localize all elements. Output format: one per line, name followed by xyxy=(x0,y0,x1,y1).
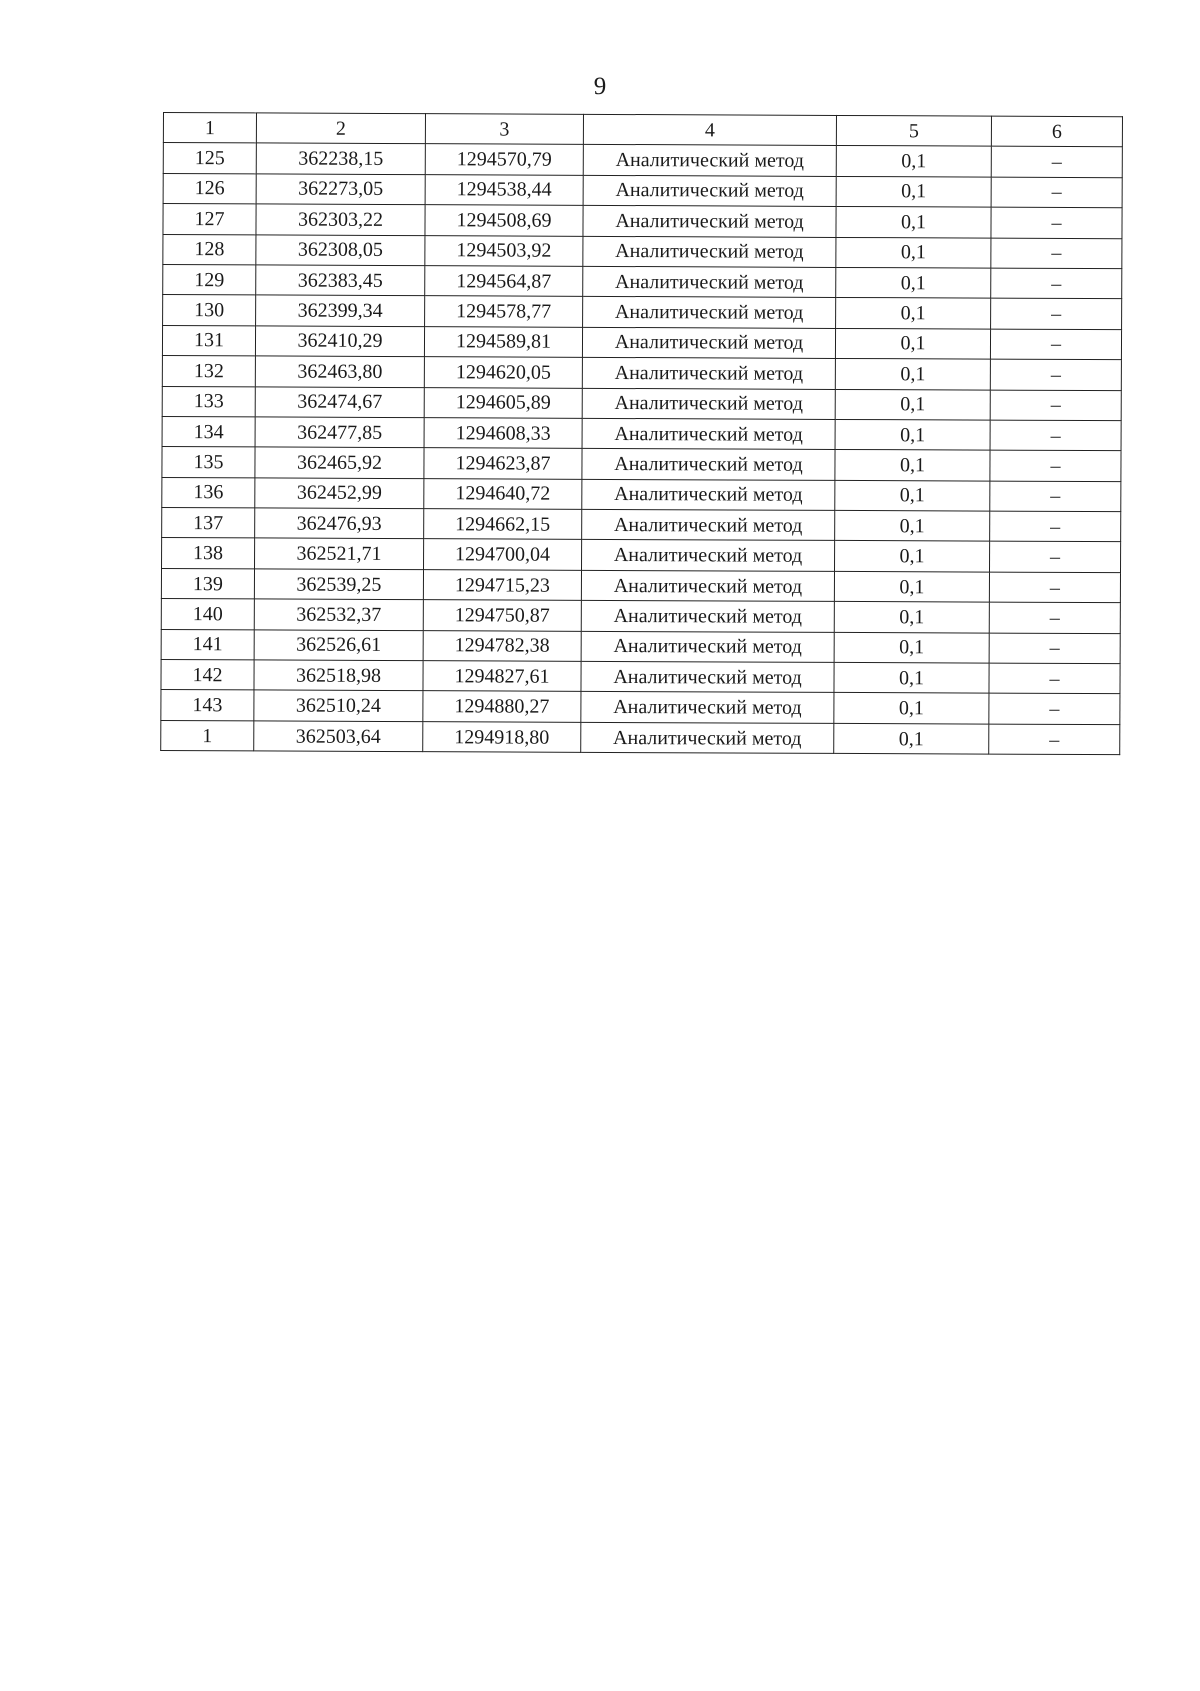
table-row xyxy=(162,416,1121,451)
table-row xyxy=(163,295,1122,330)
table-row xyxy=(162,508,1121,543)
column-header: 5 xyxy=(836,115,991,146)
table-cell: Аналитический метод xyxy=(582,418,835,449)
table-cell: 129 xyxy=(163,264,256,295)
table-cell: 0,1 xyxy=(836,298,991,329)
table-cell: 133 xyxy=(162,386,255,417)
table-row xyxy=(163,234,1122,269)
table-cell: 1294564,87 xyxy=(425,266,583,297)
table-cell: 362477,85 xyxy=(255,417,424,448)
column-header: 1 xyxy=(163,113,256,144)
table-cell: 1294503,92 xyxy=(425,235,583,266)
table-cell: 0,1 xyxy=(834,632,989,663)
table-cell: 1294589,81 xyxy=(424,326,582,357)
table-cell: 362238,15 xyxy=(256,143,425,174)
table-cell: 362273,05 xyxy=(256,174,425,205)
table-cell: 1294880,27 xyxy=(423,691,581,722)
table-cell: Аналитический метод xyxy=(581,601,834,632)
table-cell: 0,1 xyxy=(835,328,990,359)
table-cell: 362410,29 xyxy=(255,326,424,357)
table-cell: – xyxy=(989,663,1120,694)
table-cell: 0,1 xyxy=(835,541,990,572)
table-cell: 0,1 xyxy=(834,662,989,693)
table-cell: 1 xyxy=(161,720,254,751)
table-cell: 362399,34 xyxy=(256,295,425,326)
table-cell: Аналитический метод xyxy=(582,357,835,388)
table-cell: Аналитический метод xyxy=(583,266,836,297)
table-cell: 142 xyxy=(161,660,254,691)
table-cell: 0,1 xyxy=(836,176,991,207)
table-row xyxy=(161,568,1120,603)
table-cell: 362503,64 xyxy=(254,721,423,752)
table-cell: 134 xyxy=(162,416,255,447)
table-cell: – xyxy=(989,572,1120,603)
table-cell: Аналитический метод xyxy=(581,722,834,753)
table-cell: – xyxy=(989,633,1120,664)
table-cell: 362476,93 xyxy=(255,508,424,539)
table-cell: 362308,05 xyxy=(256,234,425,265)
table-cell: – xyxy=(989,724,1120,755)
table-cell: 0,1 xyxy=(836,267,991,298)
table-cell: Аналитический метод xyxy=(581,661,834,692)
table-cell: Аналитический метод xyxy=(582,509,835,540)
table-cell: 0,1 xyxy=(836,146,991,177)
table-cell: – xyxy=(991,147,1122,178)
table-cell: 362383,45 xyxy=(256,265,425,296)
table-cell: 135 xyxy=(162,447,255,478)
table-cell: – xyxy=(991,238,1122,269)
table-cell: 1294623,87 xyxy=(424,448,582,479)
table-cell: 362474,67 xyxy=(255,386,424,417)
table-cell: Аналитический метод xyxy=(582,327,835,358)
table-cell: 132 xyxy=(162,356,255,387)
table-cell: Аналитический метод xyxy=(582,479,835,510)
table-cell: 1294662,15 xyxy=(424,509,582,540)
table-cell: – xyxy=(991,207,1122,238)
table-cell: 0,1 xyxy=(836,237,991,268)
table-cell: 137 xyxy=(162,508,255,539)
table-cell: – xyxy=(990,542,1121,573)
table-cell: 143 xyxy=(161,690,254,721)
table-cell: 0,1 xyxy=(834,723,989,754)
table-cell: 130 xyxy=(163,295,256,326)
table-row xyxy=(162,447,1121,482)
column-header: 3 xyxy=(425,114,583,145)
table-row xyxy=(161,660,1120,695)
table-row xyxy=(162,477,1121,512)
column-header: 6 xyxy=(991,116,1122,147)
table-cell: 128 xyxy=(163,234,256,265)
table-cell: 1294605,89 xyxy=(424,387,582,418)
table-cell: Аналитический метод xyxy=(583,206,836,237)
table-cell: 131 xyxy=(162,325,255,356)
table-cell: 1294570,79 xyxy=(425,144,583,175)
table-cell: 0,1 xyxy=(835,480,990,511)
table-cell: 126 xyxy=(163,173,256,204)
table-cell: – xyxy=(990,481,1121,512)
table-cell: – xyxy=(990,450,1121,481)
table-header-row xyxy=(163,113,1122,148)
table-cell: – xyxy=(991,177,1122,208)
table-cell: 362521,71 xyxy=(255,538,424,569)
table-cell: 1294700,04 xyxy=(424,539,582,570)
table-cell: Аналитический метод xyxy=(582,388,835,419)
coordinates-table xyxy=(160,112,1123,755)
table-cell: 139 xyxy=(161,568,254,599)
table-cell: 1294508,69 xyxy=(425,205,583,236)
table-cell: Аналитический метод xyxy=(583,236,836,267)
table-row xyxy=(163,204,1122,239)
table-cell: 1294782,38 xyxy=(423,630,581,661)
table-cell: 136 xyxy=(162,477,255,508)
table-row xyxy=(162,386,1121,421)
table-cell: Аналитический метод xyxy=(581,570,834,601)
table-cell: Аналитический метод xyxy=(582,540,835,571)
table-cell: 0,1 xyxy=(835,419,990,450)
table-cell: Аналитический метод xyxy=(581,692,834,723)
table-cell: 1294918,80 xyxy=(423,721,581,752)
table-row xyxy=(163,173,1122,208)
table-cell: Аналитический метод xyxy=(583,145,836,176)
table-cell: 1294578,77 xyxy=(425,296,583,327)
table-row xyxy=(163,264,1122,299)
table-cell: 362526,61 xyxy=(254,630,423,661)
table-cell: – xyxy=(990,359,1121,390)
table-cell: – xyxy=(990,329,1121,360)
table-cell: 1294538,44 xyxy=(425,174,583,205)
table-cell: 140 xyxy=(161,599,254,630)
table-cell: 1294827,61 xyxy=(423,661,581,692)
table-cell: 125 xyxy=(163,143,256,174)
table-cell: 362463,80 xyxy=(255,356,424,387)
table-cell: – xyxy=(989,602,1120,633)
table-row xyxy=(163,143,1122,178)
table-cell: 0,1 xyxy=(835,359,990,390)
table-cell: 1294750,87 xyxy=(423,600,581,631)
table-row xyxy=(161,629,1120,664)
table-cell: 0,1 xyxy=(834,693,989,724)
table-cell: 1294640,72 xyxy=(424,478,582,509)
table-cell: 362452,99 xyxy=(255,478,424,509)
table-row xyxy=(161,720,1120,755)
table-row xyxy=(161,690,1120,725)
table-cell: – xyxy=(990,390,1121,421)
table-cell: 138 xyxy=(162,538,255,569)
table-cell: – xyxy=(990,420,1121,451)
table-cell: 0,1 xyxy=(835,511,990,542)
table-cell: 0,1 xyxy=(836,207,991,238)
table-cell: 362539,25 xyxy=(254,569,423,600)
table-row xyxy=(162,538,1121,573)
table-cell: 0,1 xyxy=(835,450,990,481)
table-cell: Аналитический метод xyxy=(581,631,834,662)
table-cell: 0,1 xyxy=(835,389,990,420)
column-header: 2 xyxy=(256,113,425,144)
table-cell: – xyxy=(989,694,1120,725)
table-row xyxy=(162,356,1121,391)
table-cell: Аналитический метод xyxy=(582,449,835,480)
table-cell: 0,1 xyxy=(834,602,989,633)
table-cell: 362532,37 xyxy=(254,599,423,630)
table-cell: Аналитический метод xyxy=(583,297,836,328)
page-number: 9 xyxy=(593,73,607,100)
table-cell: 362518,98 xyxy=(254,660,423,691)
table-cell: – xyxy=(991,268,1122,299)
table-cell: Аналитический метод xyxy=(583,175,836,206)
table-cell: 141 xyxy=(161,629,254,660)
table-cell: 362510,24 xyxy=(254,690,423,721)
table-cell: 1294715,23 xyxy=(423,570,581,601)
table-cell: – xyxy=(990,511,1121,542)
column-header: 4 xyxy=(583,114,836,145)
table-cell: 0,1 xyxy=(834,571,989,602)
table-cell: 362465,92 xyxy=(255,447,424,478)
table-cell: – xyxy=(991,298,1122,329)
table-row xyxy=(161,599,1120,634)
table-cell: 127 xyxy=(163,204,256,235)
table-row xyxy=(162,325,1121,360)
table-cell: 1294620,05 xyxy=(424,357,582,388)
table-cell: 1294608,33 xyxy=(424,418,582,449)
table-cell: 362303,22 xyxy=(256,204,425,235)
